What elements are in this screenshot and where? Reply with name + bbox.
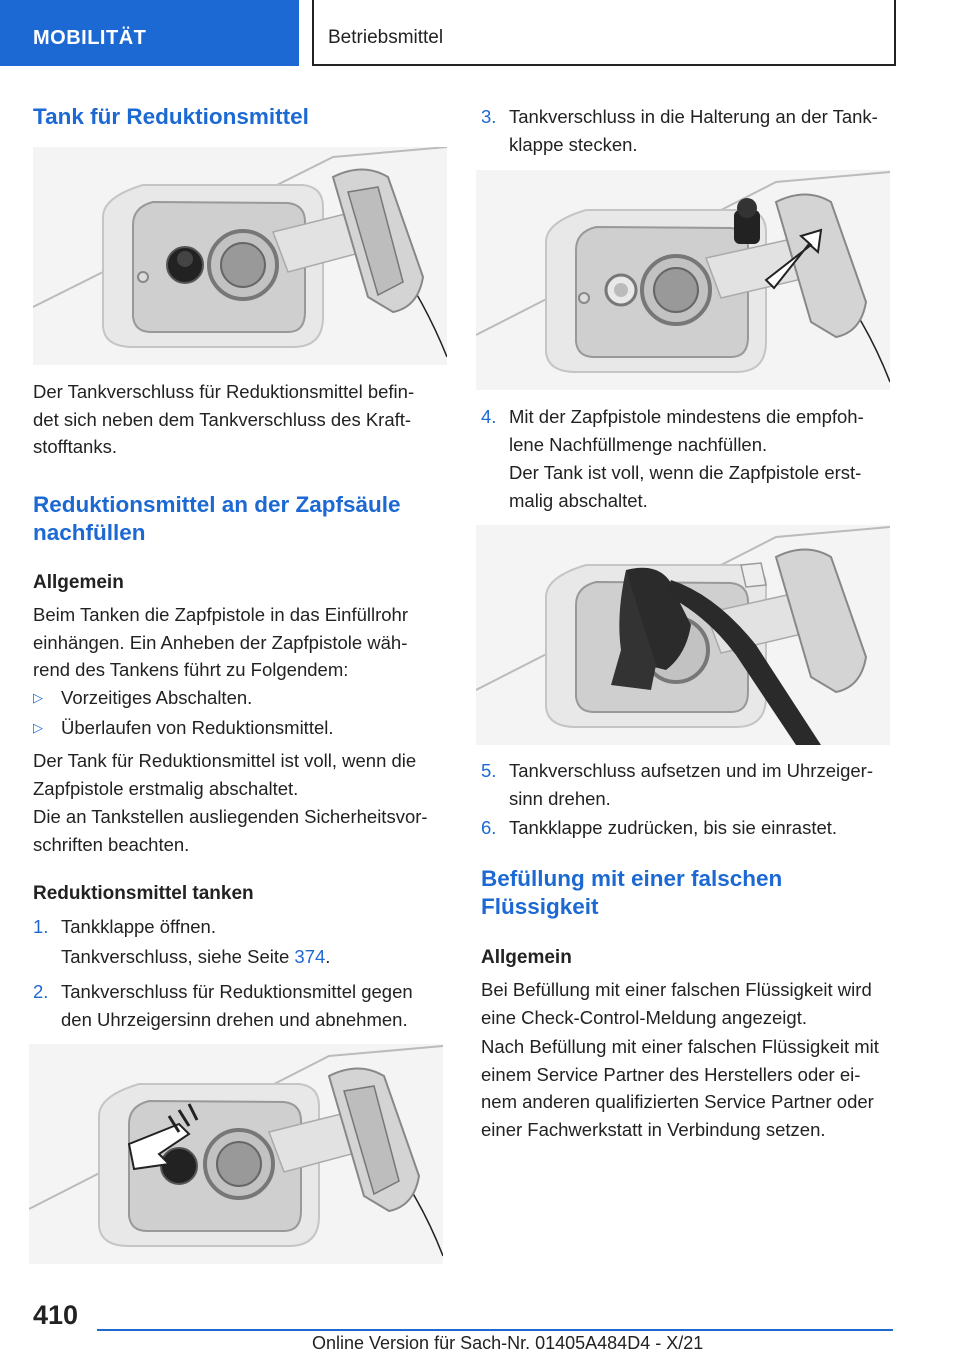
step-number: 6. (481, 817, 497, 838)
subheading-allgemein-2: Allgemein (481, 947, 572, 968)
note-text: . (325, 946, 331, 967)
bullet-item (33, 714, 447, 741)
paragraph-sicherheit (33, 803, 447, 858)
footer-online-version: Online Version für Sach-Nr. 01405A484D4 - X/21 (312, 1333, 704, 1353)
footer-divider (97, 1329, 893, 1331)
step-number: 3. (481, 106, 497, 127)
step-5 (481, 757, 893, 813)
text-line: Mit der Zapfpistole mindestens die empfoh- (509, 406, 864, 427)
step-2 (33, 978, 447, 1034)
illustration-fuel-flap-open (33, 147, 447, 365)
page-link[interactable]: 374 (294, 946, 326, 967)
step-text: Tankklappe zudrücken, bis sie einrastet. (509, 817, 838, 838)
step-6 (481, 814, 893, 842)
text-line: sinn drehen. (509, 787, 611, 809)
paragraph-voll (33, 747, 447, 802)
subheading-tanken: Reduktionsmittel tanken (33, 883, 254, 904)
text-line: einem Service Partner des Herstellers oder ei- (481, 1063, 861, 1085)
heading-line: nachfüllen (33, 520, 146, 545)
illustration-cap-in-holder (476, 170, 890, 390)
triangle-bullet-icon: ▷ (33, 720, 43, 735)
text-line: Der Tank ist voll, wenn die Zapfpistole erst- (509, 462, 862, 483)
paragraph-check-control (481, 976, 893, 1031)
step-text (61, 978, 413, 1033)
text-line: einhängen. Ein Anheben der Zapfpistole wäh- (33, 631, 408, 653)
step-text (509, 757, 873, 812)
text-line: Der Tankverschluss für Reduktionsmittel befin- (33, 381, 415, 402)
heading-falsche-fluessigkeit (481, 865, 782, 921)
step-number: 1. (33, 916, 49, 937)
page-number: 410 (33, 1300, 79, 1330)
heading-line: Reduktionsmittel an der Zapfsäule (33, 492, 401, 517)
text-line: Die an Tankstellen ausliegenden Sicherheitsvor- (33, 806, 428, 827)
heading-line: Befüllung mit einer falschen (481, 866, 783, 891)
step-3 (481, 103, 893, 159)
text-line: klappe stecken. (509, 133, 638, 155)
text-line: stofftanks. (33, 436, 117, 457)
text-line: Beim Tanken die Zapfpistole in das Einfüllrohr (33, 604, 409, 625)
step-text (509, 403, 864, 458)
text-line: rend des Tankens führt zu Folgendem: (33, 659, 349, 680)
step-text (509, 103, 878, 158)
paragraph-tanken (33, 601, 447, 684)
step-number: 4. (481, 406, 497, 427)
step-number: 5. (481, 760, 497, 781)
note-text: Tankverschluss, siehe Seite (61, 946, 295, 967)
text-line: Tankverschluss für Reduktionsmittel gegen (61, 981, 413, 1002)
text-line: Zapfpistole erstmalig abschaltet. (33, 777, 299, 799)
text-line: einer Fachwerkstatt in Verbindung setzen. (481, 1118, 826, 1140)
text-line: Der Tank für Reduktionsmittel ist voll, wenn die (33, 750, 417, 771)
heading-line: Flüssigkeit (481, 894, 599, 919)
step-number: 2. (33, 981, 49, 1002)
text-line: malig abschaltet. (509, 489, 648, 511)
text-line: schriften beachten. (33, 833, 190, 855)
step-4 (481, 403, 893, 459)
step-4-note (509, 459, 893, 514)
bullet-item (33, 684, 447, 711)
text-line: Nach Befüllung mit einer falschen Flüssigkeit mit (481, 1036, 879, 1057)
step-1 (33, 913, 447, 941)
illustration-nozzle-inserted (476, 525, 890, 745)
text-line: Tankverschluss in die Halterung an der Tank- (509, 106, 878, 127)
step-1-note (61, 943, 447, 971)
heading-nachfuellen (33, 491, 401, 547)
intro-paragraph (33, 378, 447, 461)
text-line: lene Nachfüllmenge nachfüllen. (509, 433, 768, 455)
text-line: Tankverschluss aufsetzen und im Uhrzeiger- (509, 760, 873, 781)
illustration-remove-cap (29, 1044, 443, 1264)
step-text: Tankklappe öffnen. (61, 916, 216, 937)
paragraph-service-partner (481, 1033, 893, 1143)
chapter-title: Betriebsmittel (312, 0, 896, 66)
text-line: eine Check-Control-Meldung angezeigt. (481, 1006, 807, 1028)
page-header (0, 0, 960, 66)
section-tab: MOBILITÄT (0, 0, 299, 66)
text-line: den Uhrzeigersinn drehen und abnehmen. (61, 1008, 408, 1030)
text-line: Bei Befüllung mit einer falschen Flüssigkeit wird (481, 979, 872, 1000)
bullet-text: Überlaufen von Reduktionsmittel. (61, 717, 334, 738)
text-line: nem anderen qualifizierten Service Partner oder (481, 1091, 874, 1112)
subheading-allgemein: Allgemein (33, 572, 124, 593)
triangle-bullet-icon: ▷ (33, 690, 43, 705)
heading-tank-reduktionsmittel: Tank für Reduktionsmittel (33, 104, 309, 129)
bullet-text: Vorzeitiges Abschalten. (61, 687, 253, 708)
text-line: det sich neben dem Tankverschluss des Kraft- (33, 408, 412, 430)
